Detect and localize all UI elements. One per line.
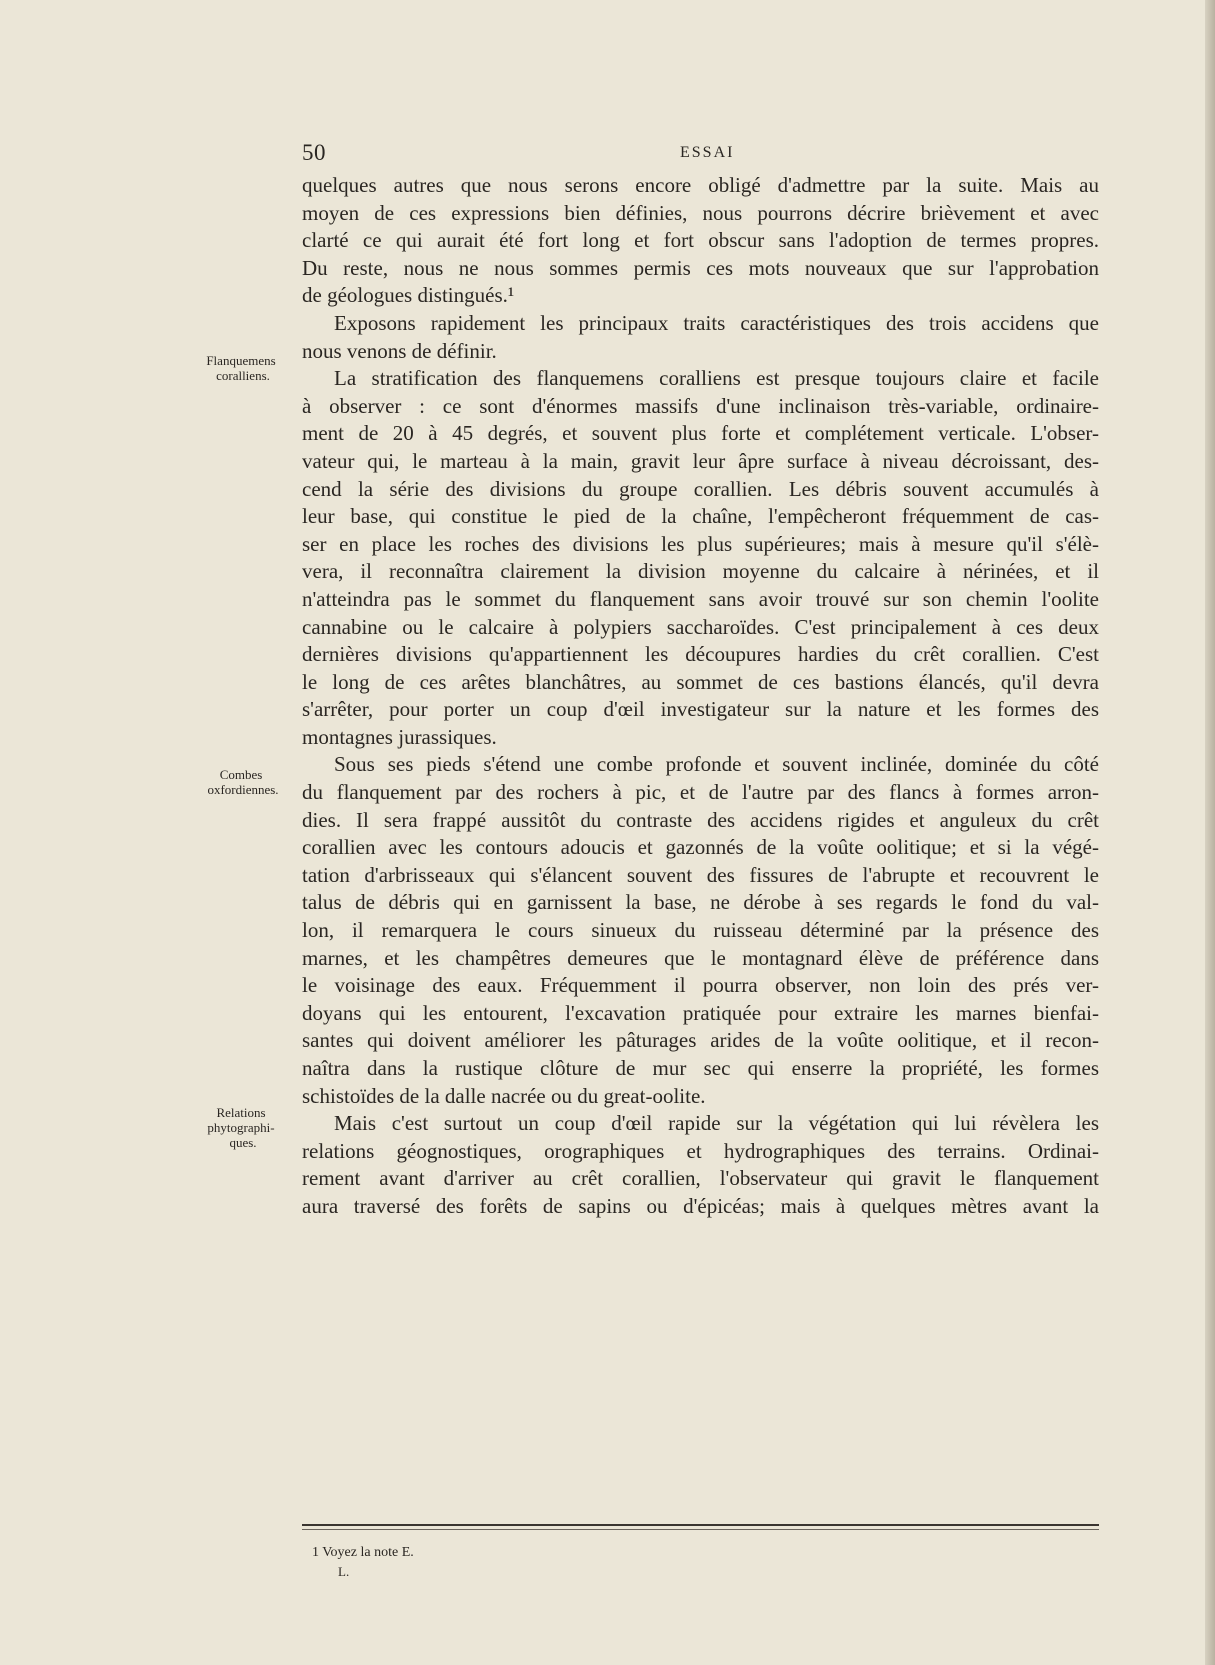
text-line: le long de ces arêtes blanchâtres, au sommet de ces bastions élancés, qu'il devra bbox=[302, 669, 1099, 694]
text-line: quelques autres que nous serons encore obligé d'admettre par la suite. Mais au bbox=[302, 173, 1099, 197]
text-line: naîtra dans la rustique clôture de mur sec qui enserre la propriété, les formes bbox=[302, 1056, 1099, 1080]
signature-mark: L. bbox=[338, 1564, 350, 1579]
text-line: n'atteindra pas le sommet du flanquement sans avoir trouvé sur son chemin l'oolite bbox=[302, 586, 1099, 611]
body-text bbox=[302, 172, 1099, 1221]
text-line: à observer : ce sont d'énormes massifs d'une inclinaison très-variable, ordinaire- bbox=[302, 393, 1099, 418]
text-line: rement avant d'arriver au crêt corallien, l'observateur qui gravit le flanquement bbox=[302, 1166, 1099, 1191]
marginal-note-combes bbox=[176, 767, 306, 797]
text-line: dies. Il sera frappé aussitôt du contraste des accidens rigides et anguleux du crêt bbox=[302, 807, 1099, 832]
text-line: vateur qui, le marteau à la main, gravit leur âpre surface à niveau décroissant, des- bbox=[302, 448, 1099, 473]
footnote-rule-thin bbox=[302, 1529, 1099, 1530]
page-header bbox=[302, 140, 1102, 170]
text-line: corallien avec les contours adoucis et gazonnés de la voûte oolitique; et si la végé- bbox=[302, 835, 1099, 860]
text-line: de géologues distingués.¹ bbox=[302, 283, 515, 308]
text-line: vera, il reconnaîtra clairement la division moyenne du calcaire à nérinées, et il bbox=[302, 559, 1099, 584]
text-line: relations géognostiques, orographiques et hydrographiques des terrains. Ordinai- bbox=[302, 1138, 1099, 1163]
marginal-line: Relations bbox=[216, 1105, 266, 1120]
running-head: ESSAI bbox=[680, 144, 735, 161]
marginal-line: oxfordiennes. bbox=[207, 782, 279, 797]
text-line: s'arrêter, pour porter un coup d'œil investigateur sur la nature et les formes des bbox=[302, 697, 1099, 722]
text-line: moyen de ces expressions bien définies, nous pourrons décrire brièvement et avec bbox=[302, 200, 1099, 225]
text-line: clarté ce qui aurait été fort long et fort obscur sans l'adoption de termes propres. bbox=[302, 228, 1099, 253]
text-line: schistoïdes de la dalle nacrée ou du great-oolite. bbox=[302, 1083, 706, 1108]
text-line: nous venons de définir. bbox=[302, 338, 497, 363]
text-line: doyans qui les entourent, l'excavation pratiquée pour extraire les marnes bienfai- bbox=[302, 1000, 1099, 1025]
text-line: le voisinage des eaux. Fréquemment il pourra observer, non loin des prés ver- bbox=[302, 973, 1099, 998]
text-line: montagnes jurassiques. bbox=[302, 724, 497, 749]
footnote: 1 Voyez la note E. bbox=[312, 1545, 414, 1560]
marginal-line: ques. bbox=[229, 1135, 257, 1150]
text-line: Exposons rapidement les principaux traits caractéristiques des trois accidens que bbox=[334, 310, 1099, 335]
text-line: dernières divisions qu'appartiennent les découpures hardies du crêt corallien. C'est bbox=[302, 642, 1099, 667]
marginal-line: Combes bbox=[219, 767, 263, 782]
page-number: 50 bbox=[302, 140, 326, 165]
marginal-line: Flanquemens bbox=[206, 353, 276, 368]
text-line: La stratification des flanquemens coralliens est presque toujours claire et facile bbox=[334, 366, 1099, 391]
marginal-note-relations bbox=[176, 1105, 306, 1150]
text-line: talus de débris qui en garnissent la base, ne dérobe à ses regards le fond du val- bbox=[302, 890, 1099, 915]
text-line: ser en place les roches des divisions les plus supérieures; mais à mesure qu'il s'élè- bbox=[302, 531, 1099, 556]
text-line: aura traversé des forêts de sapins ou d'épicéas; mais à quelques mètres avant la bbox=[302, 1193, 1099, 1218]
marginal-line: phytographi- bbox=[207, 1120, 275, 1135]
marginal-line: coralliens. bbox=[216, 368, 270, 383]
text-line: Sous ses pieds s'étend une combe profonde et souvent inclinée, dominée du côté bbox=[334, 752, 1099, 777]
text-line: cannabine ou le calcaire à polypiers saccharoïdes. C'est principalement à ces deux bbox=[302, 614, 1099, 639]
marginal-note-flanquemens bbox=[176, 353, 306, 383]
text-line: santes qui doivent améliorer les pâturages arides de la voûte oolitique, et il recon- bbox=[302, 1028, 1099, 1053]
page-edge bbox=[1205, 0, 1215, 1665]
text-line: tation d'arbrisseaux qui s'élancent souvent des fissures de l'abrupte et recouvrent le bbox=[302, 862, 1099, 887]
text-line: Mais c'est surtout un coup d'œil rapide sur la végétation qui lui révèlera les bbox=[334, 1111, 1099, 1136]
text-line: lon, il remarquera le cours sinueux du ruisseau déterminé par la présence des bbox=[302, 918, 1099, 943]
text-line: du flanquement par des rochers à pic, et de l'autre par des flancs à formes arron- bbox=[302, 780, 1099, 805]
text-line: marnes, et les champêtres demeures que le montagnard élève de préférence dans bbox=[302, 945, 1099, 970]
text-line: leur base, qui constitue le pied de la chaîne, l'empêcheront fréquemment de cas- bbox=[302, 504, 1099, 529]
text-line: cend la série des divisions du groupe corallien. Les débris souvent accumulés à bbox=[302, 476, 1099, 501]
text-line: ment de 20 à 45 degrés, et souvent plus forte et complétement verticale. L'obser- bbox=[302, 421, 1099, 446]
text-line: Du reste, nous ne nous sommes permis ces mots nouveaux que sur l'approbation bbox=[302, 255, 1099, 280]
footnote-rule bbox=[302, 1524, 1099, 1526]
